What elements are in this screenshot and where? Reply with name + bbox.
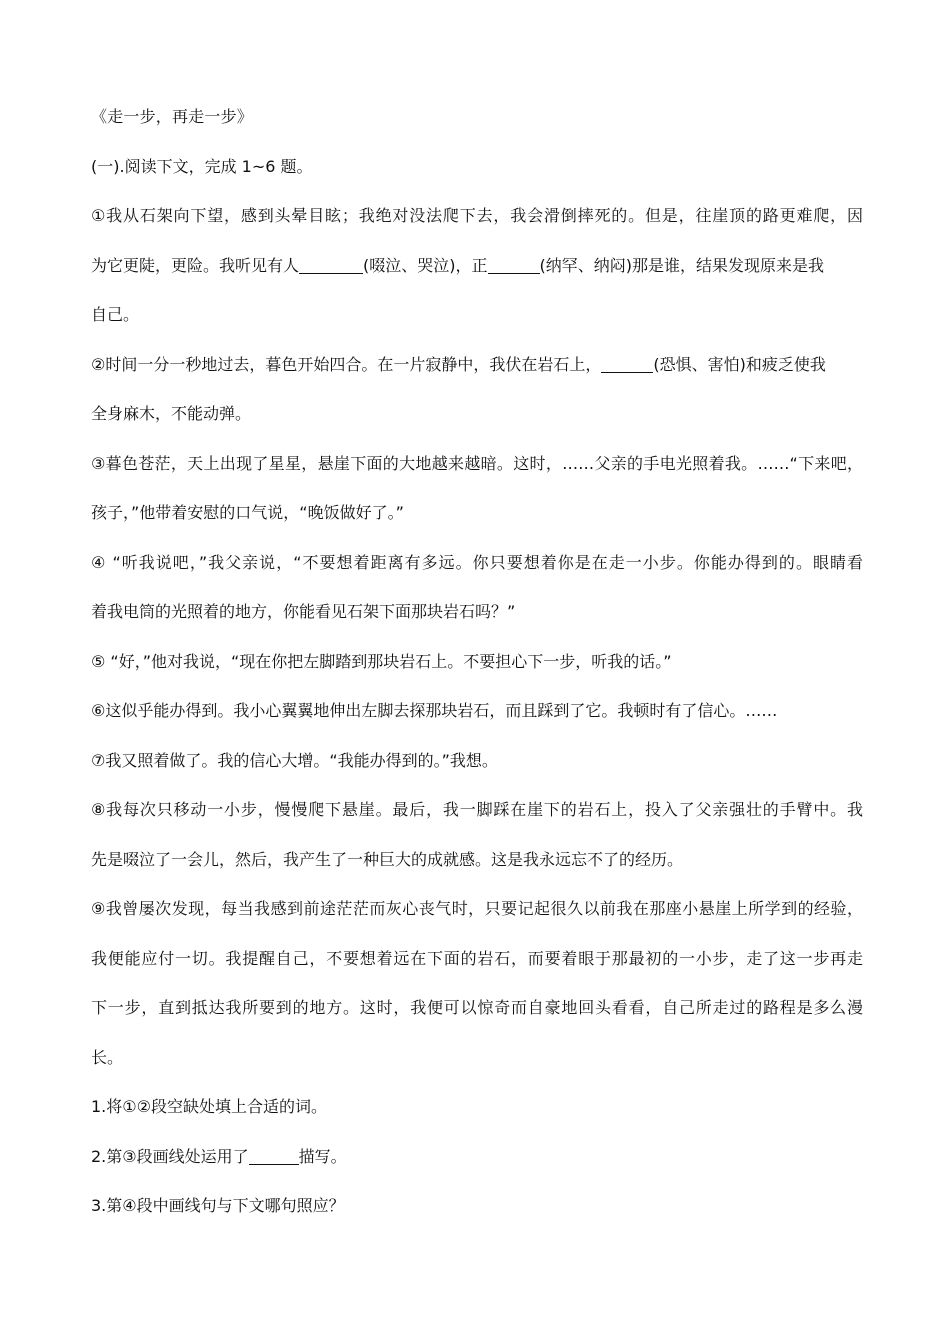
question-1: 1.将①②段空缺处填上合适的词。 <box>91 1097 327 1116</box>
paragraph-8-line-2: 先是啜泣了一会儿，然后，我产生了一种巨大的成就感。这是我永远忘不了的经历。 <box>91 849 684 869</box>
document-title: 《走一步，再走一步》 <box>91 107 254 126</box>
paragraph-1-text-b: (啜泣、哭泣)，正 <box>363 255 488 275</box>
fill-blank-1[interactable] <box>299 255 363 274</box>
paragraph-9-line-1: ⑨我曾屡次发现，每当我感到前途茫茫而灰心丧气时，只要记起很久以前我在那座小悬崖上所学到的经验， <box>91 899 863 918</box>
paragraph-6-line-1: ⑥这似乎能办得到。我小心翼翼地伸出左脚去探那块岩石，而且踩到了它。我顿时有了信心。…… <box>91 701 778 720</box>
question-3: 3.第④段中画线句与下文哪句照应？ <box>91 1196 345 1215</box>
paragraph-2-line-2: 全身麻木，不能动弹。 <box>91 404 252 423</box>
paragraph-8-line-1: ⑧我每次只移动一小步，慢慢爬下悬崖。最后，我一脚踩在崖下的岩石上，投入了父亲强壮的手臂中。我 <box>91 800 863 819</box>
paragraph-9-line-2: 我便能应付一切。我提醒自己，不要想着远在下面的岩石，而要着眼于那最初的一小步，走了这一步再走 <box>91 948 863 968</box>
paragraph-4-line-1: ④ “听我说吧，”我父亲说，“不要想着距离有多远。你只要想着你是在走一小步。你能办得到的。眼睛看 <box>91 552 863 572</box>
paragraph-3-line-1: ③暮色苍茫，天上出现了星星，悬崖下面的大地越来越暗。这时，……父亲的手电光照着我。……“下来吧， <box>91 453 863 473</box>
paragraph-2-text-b: (恐惧、害怕)和疲乏使我 <box>653 354 826 374</box>
question-2-text-b: 描写。 <box>298 1146 347 1166</box>
question-2 <box>91 1132 863 1182</box>
fill-blank-3[interactable] <box>601 354 653 373</box>
paragraph-5-line-1: ⑤ “好，”他对我说，“现在你把左脚踏到那块岩石上。不要担心下一步，听我的话。” <box>91 651 672 671</box>
paragraph-9-line-3: 下一步，直到抵达我所要到的地方。这时，我便可以惊奇而自豪地回头看看，自己所走过的路程是多么漫 <box>91 998 863 1017</box>
paragraph-1-text-c: (纳罕、纳闷)那是谁，结果发现原来是我 <box>539 255 825 275</box>
paragraph-3-line-2: 孩子，”他带着安慰的口气说，“晚饭做好了。” <box>91 503 404 522</box>
paragraph-2-line-1 <box>91 340 863 390</box>
document-page <box>91 92 863 1231</box>
fill-blank-4[interactable] <box>249 1146 299 1165</box>
paragraph-2-text-a: ②时间一分一秒地过去，暮色开始四合。在一片寂静中，我伏在岩石上， <box>91 354 602 374</box>
paragraph-1-line-1: ①我从石架向下望，感到头晕目眩；我绝对没法爬下去，我会滑倒摔死的。但是，往崖顶的路更难爬，因 <box>91 206 863 225</box>
question-2-text-a: 2.第③段画线处运用了 <box>91 1146 249 1166</box>
fill-blank-2[interactable] <box>488 255 540 274</box>
instruction: (一).阅读下文，完成 1~6 题。 <box>91 156 313 176</box>
paragraph-9-line-4: 长。 <box>91 1047 124 1067</box>
paragraph-4-line-2: 着我电筒的光照着的地方，你能看见石架下面那块岩石吗？” <box>91 602 516 621</box>
paragraph-7-line-1: ⑦我又照着做了。我的信心大增。“我能办得到的。”我想。 <box>91 750 498 770</box>
paragraph-1-text-a: 为它更陡，更险。我听见有人 <box>91 255 300 275</box>
paragraph-1-line-2 <box>91 241 863 291</box>
paragraph-1-line-3: 自己。 <box>91 305 140 324</box>
